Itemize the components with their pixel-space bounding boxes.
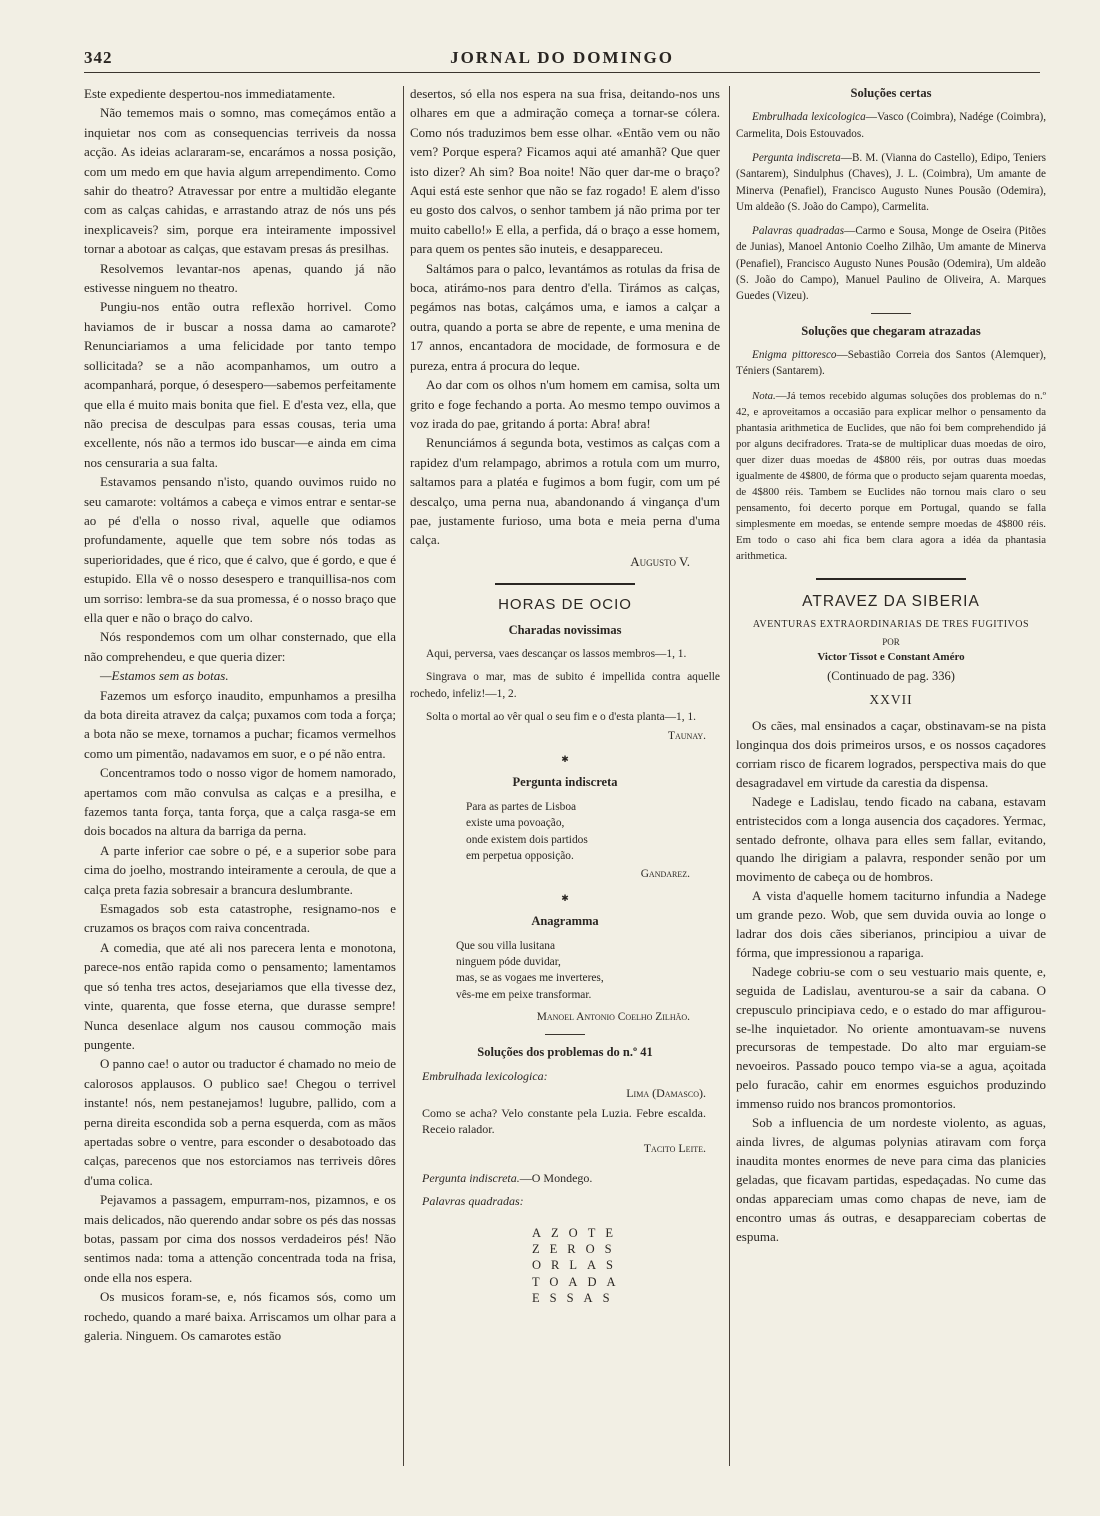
perg-line <box>422 1170 706 1186</box>
emb-signature: Tacito Leite. <box>643 1140 706 1155</box>
charada: Solta o mortal ao vêr qual o seu fim e o d'esta planta—1, 1. <box>426 711 696 724</box>
paragraph: Esmagados sob esta catastrophe, resignamo-nos e cruzamos os braços com raiva concentrada. <box>84 901 396 936</box>
emb-answer: Lima (Damasco). <box>626 1085 706 1100</box>
emb-text: Como se acha? Velo constante pela Luzia. Febre escalda. Receio ralador. <box>422 1105 706 1137</box>
emb-label: Embrulhada lexicologica: <box>422 1069 548 1084</box>
paragraph: A comedia, que até ali nos parecera lenta e monotona, parece-nos então rapida como o pensamento; lamentamos que só tenha tres actos, desejariamos que ella tivesse dez, vinte, quarenta, que fosse eterna, que durasse sempre! Nunca desenlace algum nos causou commoção mais pungente. <box>84 939 396 1052</box>
poem-line: mas, se as vogaes me inverteres, <box>456 972 604 985</box>
poem-line: existe uma povoação, <box>466 817 565 830</box>
paragraph: Fazemos um esforço inaudito, empunhamos a presilha da bota direita atravez da calça; puxamos com toda a força; a bota não se mexe, tornamos a puchar; ficamos vermelhos como um pimentão, nadavamos em suor, e o pé não entra. <box>84 687 396 761</box>
paragraph: Renunciámos á segunda bota, vestimos as calças com a rapidez d'um relampago, abrimos a rotula com um murro, saltamos para a platéa e fugimos a bom fugir, com um pé descalço, uma perna nua, abandonando á vingança d'um pae, justamente furioso, uma bota e meia perna d'uma calça. <box>410 435 720 548</box>
section-rule <box>495 583 635 585</box>
paragraph: Pungiu-nos então outra reflexão horrivel. Como haviamos de ir buscar a nossa dama ao camarote? Renunciariamos a uma felicidade por tanto tempo sollicitada? se a não acompanhamos, um outro a acompanhará, porque, ó desespero—sabemos perfeitamente que ella é muito mais bonita que fiel. E d'esta vez, ella, que não precisa de desculpas para essas cousas, teria uma excellente, nós não a termos ido buscar—e ainda em cima nos censuraria a sua falta. <box>84 299 396 470</box>
paragraph: Estavamos pensando n'isto, quando ouvimos ruido no seu camarote: voltámos a cabeça e vimos entrar e sentar-se ao pé d'ella o nosso rival, aquelle que odiamos profundamente, aquelle que tem sobre nós todas as superioridades, que é rico, que é calvo, que é gordo, e que é estupido. Ella vê o nosso desespero e tranquillisa-nos com um sorriso: lembra-se da sua promessa, é o nosso braço que ella quer e não o braço do calvo. <box>84 474 396 625</box>
paragraph: A vista d'aquelle homem taciturno infundia a Nadege um grande pezo. Wob, que sem duvida ouvia ao longe o ladrar dos dois cães siberianos, principiou a uivar de fórma, que impressionou a rapariga. <box>736 888 1046 960</box>
paragraph: Resolvemos levantar-nos apenas, quando já não estivesse ninguem no theatro. <box>84 260 396 296</box>
siberia-por: POR <box>882 637 900 648</box>
pergunta-title: Pergunta indiscreta <box>512 775 618 790</box>
charadas-signature: Taunay. <box>668 729 706 742</box>
solucoes41-block <box>410 1068 720 1306</box>
separator-star: ✱ <box>561 892 569 903</box>
entry-text: —Vasco (Coimbra), Nadége (Coimbra), Carmelita, Dois Estouvados. <box>736 111 1047 140</box>
paragraph: O panno cae! o autor ou traductor é chamado no meio de calorosos applausos. O publico sae! Chegou o terrivel instante! nós, nem pestanejamos! lugubre, pallido, com a perna direita escondida sob a perna esquerda, com as mãos apertadas sobre o ventre, para esconder o desabotoado das calças, parecenos que nos estorciamos nas terriveis dôres d'uma colica. <box>84 1056 396 1188</box>
paragraph: Ao dar com os olhos n'um homem em camisa, solta um grito e foge fechando a porta. Ao mesmo tempo ouvimos a voz irada do pae, gritando á porta: Abra! abra! <box>410 377 720 431</box>
column-1 <box>84 84 396 1345</box>
paragraph: desertos, só ella nos espera na sua frisa, deitando-nos uns olhares em que a admiração começa a tornar-se cólera. Como nós traduzimos bem esse olhar. «Então vem ou não vem? Porque espera? Ficamos aqui até amanhã? Que quer isto dizer? Ah sim? Boa noite! Não quer dar-me o braço? Aqui está este senhor que não se faz rogado! E alem d'isso eu gosto dos calvos, o senhor tambem já não prima por ter muito cabello!» E ella, a perfida, dá o braço a esse homem, para quem os pentes são inuteis, e desappareceu. <box>410 86 720 257</box>
certas-title: Soluções certas <box>850 86 932 100</box>
siberia-continued: (Continuado de pag. 336) <box>827 669 955 684</box>
paragraph: Os cães, mal ensinados a caçar, obstinavam-se na pista longinqua dos dois primeiros ursos, e os nossos caçadores corriam risco de ficarem logrados, perspectiva mais do que desagradavel em virtude da carestia da dispensa. <box>736 718 1046 790</box>
anagramma-title: Anagramma <box>531 914 599 929</box>
section-rule <box>816 578 966 580</box>
story-signature: Augusto V. <box>630 553 690 569</box>
charadas-title: Charadas novissimas <box>508 622 622 637</box>
short-rule <box>545 1034 585 1035</box>
certas-entry <box>736 223 1046 304</box>
atrasadas-block <box>736 347 1046 564</box>
paragraph: Os musicos foram-se, e, nós ficamos sós, como um rochedo, quando a maré baixa. Arriscamos um olhar para a galeria. Ninguem. Os camarotes estão <box>84 1289 396 1343</box>
entry-text: —B. M. (Vianna do Castello), Edipo, Teniers (Santarem), Sindulphus (Chaves), J. L. (Coimbra), Um amante de Minerva (Penafiel), Francisco Augusto Nunes Pousão (Odemira), Um aldeão (S. João do Campo), Carmelita. <box>736 152 1046 213</box>
column-divider <box>403 86 404 1466</box>
separator-star: ✱ <box>561 754 569 764</box>
poem-line: vês-me em peixe transformar. <box>456 988 592 1001</box>
entry-label: Pergunta indiscreta <box>752 152 841 164</box>
column-3 <box>736 84 1046 1246</box>
paragraph: A parte inferior cae sobre o pé, e a superior sobe para cima do joelho, mostrando inteiramente a ceroula, de que a calça preta fazia sobresair a brancura deslumbrante. <box>84 842 396 897</box>
pergunta-signature: Gandarez. <box>640 868 690 881</box>
paragraph: Saltámos para o palco, levantámos as rotulas da frisa de boca, atirámo-nos para dentro d'ella. Tirámos as calças, pegámos nas botas, calçámos uma, e iamos a calçar a outra, quando a porta se abre de repente, e uma menina de 17 annos, encantadora de mocidade, de formosura e de pureza, entra á procura do leque. <box>410 260 720 373</box>
siberia-text <box>736 717 1046 1246</box>
charadas-block <box>410 646 720 744</box>
poem-line: Que sou villa lusitana <box>456 939 556 952</box>
charada: Singrava o mar, mas de subito é impellida contra aquelle rochedo, infeliz!—1, 2. <box>410 671 720 700</box>
siberia-authors: Victor Tissot e Constant Améro <box>817 651 965 664</box>
palavras-line <box>422 1193 706 1209</box>
word-square <box>532 1225 706 1306</box>
entry-text: —Sebastião Correia dos Santos (Alemquer), Téniers (Santarem). <box>736 349 1046 378</box>
siberia-chapter: XXVII <box>869 692 913 708</box>
paragraph: Sob a influencia de um nordeste violento, as aguas, ainda livres, de algumas polynias atiravam com força inaudita montes enormes de neve para cima das planicies geladas, que ficavam partidas, espedaçadas. No cume das ondas appareciam umas como chapas de neve, iam de encontro umas ás outras, e desappareciam cobertas de espuma. <box>736 1115 1046 1244</box>
perg-answer: —O Mondego. <box>519 1171 593 1186</box>
paragraph: Este expediente despertou-nos immediatamente. <box>84 86 336 101</box>
word-square-row: ORLAS <box>532 1258 623 1273</box>
paragraph: Nós respondemos com um olhar consternado, que ella não comprehendeu, e que queria dizer: <box>84 629 396 664</box>
paragraph: Nadege cobriu-se com o seu vestuario mais quente, e, seguida de Ladislau, aventurou-se a sair da cabana. O crepusculo principiava cedo, e o estado do mar affigurou-se-lhe inquietador. No oriente amontuavam-se nuvens precursoras de tempestade. Do alto mar erguiam-se nevoeiros. Passado pouco tempo via-se a agua, açoitada pelo furacão, cahir em enormes esguichos produzindo immenso ruido nos brancos promontorios. <box>736 963 1046 1112</box>
atrasadas-title: Soluções que chegaram atrazadas <box>801 323 981 338</box>
charada: Aqui, perversa, vaes descançar os lassos membros—1, 1. <box>426 647 687 660</box>
page-header <box>84 48 1040 73</box>
emb-line <box>422 1068 706 1084</box>
pergunta-poem <box>410 799 720 865</box>
poem-line: ninguem póde duvidar, <box>456 956 561 969</box>
paragraph: Concentramos todo o nosso vigor de homem namorado, apertamos com mão convulsa as calças e a presilha, e fazemos tanta força, tanta força, que a calça rasga-se em dois bocados na altura da barriga da perna. <box>84 765 396 839</box>
entry-label: Palavras quadradas <box>752 225 845 238</box>
atrasadas-entry <box>736 347 1046 380</box>
paragraph-italic <box>84 666 396 685</box>
paragraph: Não tememos mais o somno, mas começámos então a inquietar nos com as consequencias terriveis da nossa acção. As ideias aclararam-se, encarámos a nossa posição, com um medo em que havia algum arrependimento. Como sahir do theatro? Atravessar por entre a multidão elegante com as calças cahidas, e arrastando atraz de nós uns pés inexplicaveis? sim, porque era inteiramente impossivel tornar a abotoar as calças, que estavam presas ás presilhas. <box>84 105 396 257</box>
nota-label: Nota. <box>752 389 776 402</box>
section-title: HORAS DE OCIO <box>498 596 632 614</box>
anagramma-signature: Manoel Antonio Coelho Zilhão. <box>536 1011 690 1024</box>
perg-label: Pergunta indiscreta. <box>422 1171 520 1186</box>
nota-text: —Já temos recebido algumas soluções dos problemas do n.º 42, e aproveitamos a occasião para explicar melhor o pensamento da phantasia arithmetica de Euclides, que não foi bem comprehendido já por alguns decifradores. Trata-se de multiplicar duas moedas de oiro, quer dizer duas moedas de 4$800 réis, por outras duas moedas igualmente de 4$800, de fórma que o producto sejam quarenta moedas, de 4$800 réis. Tambem se Euclides não tornou mais claro o seu pensamento, foi decerto porque em Portugal, quando se falla simplesmente em moedas, se entende sempre moedas de 4$800 réis. Em todo o caso ahi fica bem clara agora a idéa da phantasia arithmetica. <box>736 389 1046 562</box>
palavras-label: Palavras quadradas: <box>422 1193 524 1208</box>
word-square-row: ZEROS <box>532 1242 622 1257</box>
column-divider <box>729 86 730 1466</box>
word-square-row: AZOTE <box>532 1225 623 1240</box>
poem-line: Para as partes de Lisboa <box>466 800 577 813</box>
journal-title: JORNAL DO DOMINGO <box>450 48 674 67</box>
certas-block <box>736 109 1046 304</box>
paragraph: Pejavamos a passagem, empurram-nos, pizamnos, e os mais delicados, não querendo andar sobre os pés das nossas botas, passam por cima dos nossos verdadeiros pés! Não sentimos nada: toma a attenção concentrada toda na frisa, onde ella nos espera. <box>84 1192 396 1285</box>
anagramma-poem <box>410 938 720 1004</box>
word-square-row: TOADA <box>532 1274 626 1289</box>
poem-line: em perpetua opposição. <box>466 850 574 863</box>
page-number: 342 <box>84 48 113 67</box>
short-rule <box>871 313 911 314</box>
certas-entry <box>736 150 1046 215</box>
poem-line: onde existem dois partidos <box>466 833 588 846</box>
entry-label: Enigma pittoresco <box>752 349 837 362</box>
siberia-title: ATRAVEZ DA SIBERIA <box>802 592 980 610</box>
word-square-row: ESSAS <box>532 1290 620 1305</box>
paragraph: Nadege e Ladislau, tendo ficado na cabana, estavam entristecidos com a longa ausencia dos caçadores. Yermac, sentado defronte, olhava para elles sem fallar, evitando, quando lhe dirigiam a palavra, responder senão por um movimento de cabeça ou de hombros. <box>736 793 1046 885</box>
italic-quote: —Estamos sem as botas. <box>100 668 229 684</box>
entry-text: —Carmo e Sousa, Monge de Oseira (Pitões de Junias), Manoel Antonio Coelho Zilhão, Um amante de Minerva (Penafiel), Francisco Augusto Nunes Pousão (Odemira), Um aldeão (S. João do Campo), Manuel Paulino de Oliveira, A. Marques Guedes (Vizeu). <box>736 225 1047 303</box>
solucoes41-title: Soluções dos problemas do n.º 41 <box>477 1044 653 1059</box>
nota-entry <box>736 388 1046 564</box>
certas-entry <box>736 109 1046 142</box>
siberia-subtitle: AVENTURAS EXTRAORDINARIAS DE TRES FUGITIVOS <box>752 619 1030 631</box>
column-2 <box>410 84 720 1306</box>
entry-label: Embrulhada lexicologica <box>752 111 866 124</box>
